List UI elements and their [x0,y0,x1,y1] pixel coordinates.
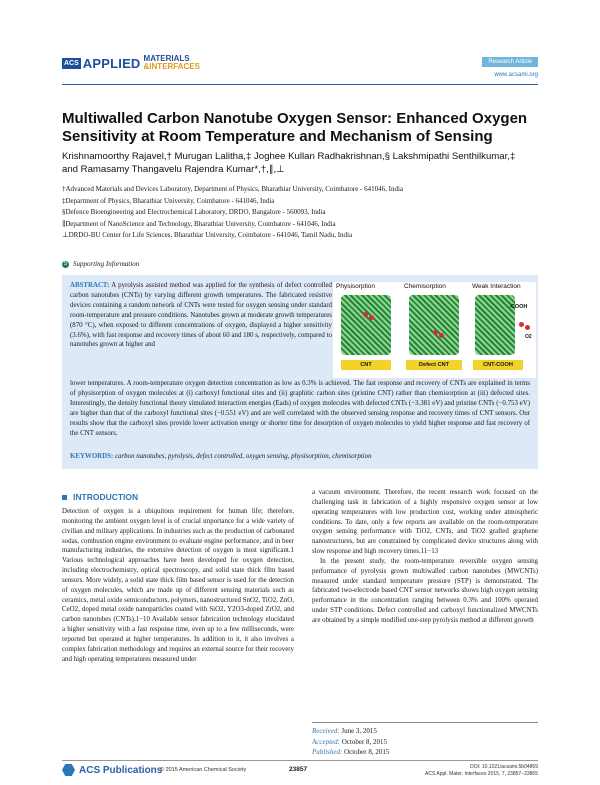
dates-rule [312,722,538,723]
published-label: Published: [312,748,343,756]
affiliation-item: ‡Department of Physics, Bharathiar University, Coimbatore - 641046, India [62,196,275,205]
affiliation-item: ⊥DRDO-BU Center for Life Sciences, Bharathiar University, Coimbatore - 641046, Tamil Nadu, India [62,231,353,240]
article-title: Multiwalled Carbon Nanotube Oxygen Sensor: Enhanced Oxygen Sensitivity at Room Temperature and Mechanism of Sensing [62,110,528,145]
logo-interfaces: &INTERFACES [143,62,200,71]
citation: ACS Appl. Mater. Interfaces 2015, 7, 23857−23865 [425,771,538,777]
toc-tag-cnt-cooh: CNT-COOH [473,360,523,370]
accepted-label: Accepted: [312,737,340,746]
intro-paragraph: a vacuum environment. Therefore, the recent research work focused on the challenging task in fabrication of a highly responsive oxygen sensor at low operating temperatures with low production cost, working under atmospheric conditions. To date, only a few reports are available on the room-temperature oxygen sensing performance with TiO2, CNTs, and TiO2 grafted graphene nanostructures, but are constrained by complicated device structures along with slow response and high recovery times.11−13 [312,489,538,556]
toc-tag-cnt: CNT [341,360,391,370]
logo-acs: ACS [64,59,79,67]
abstract-part1 [70,281,332,350]
toc-tag-defect-cnt: Defect CNT [406,360,462,370]
abstract-part2: lower temperatures. A room-temperature oxygen detection concentration as low as 0.3% is achieved. The fast response and recovery of CNTs are explained in terms of physisorption of oxygen molecules at (i) carboxyl functional sites and (ii) graphitic carbon sites (pristine CNT) rather than chemisorption at (iii) defected sites. Interestingly, the density functional theory simulated interaction energies (Eads) of oxygen molecules with defected CNTs (−3.381 eV) and pristine CNTs (−0.753 eV) are higher than that of the carboxyl functional sites (−0.551 eV) and are well correlated with the observed sensing response and recovery times of CNT sensors. Our results show that the carboxyl sites provide lower activation energy or shorter time for desorption of oxygen molecules to yield higher response and fast recovery of the CNT sensors. [70,380,530,437]
author-line: and Ramasamy Thangavelu Rajendra Kumar*,†,∥,⊥ [62,163,285,175]
section-square-icon [62,495,67,500]
logo-materials: MATERIALS [143,54,190,63]
intro-paragraph: Detection of oxygen is a ubiquitous requirement for human life; therefore, monitoring the ambient oxygen level is of crucial importance for a wide variety of civilian and military applications. In industries such as the production of carbonated sodas, combustion engine environment to evaluate engine performance, and in beer manufacturing industries, the extensive detection of oxygen is most significant.1 Various technological approaches have been developed for oxygen detection, including electrochemistry, optical spectroscopy, and solid state thick film based sensors. More widely, a solid state thick film based sensor is used for the detection of oxygen molecules, which are made up of different sensing materials such as ceramics, metal oxide semiconductors, polymers, nanostructured SnO2, TiO2, ZnO, CeO2, doped metal oxide nanoparticles coated with SiO2, Y2O3-doped ZrO2, and carbon nanotubes (CNTs).1−10 Available sensor fabrication technology elucidated a higher sensitivity with a fast response time, even up to a few milliseconds, were reported but operated at higher temperatures. In addition to it, it also involves a complex fabrication methodology and requires an external source for their recovery and high operating temperatures measured under [62,508,294,663]
oxygen-molecule [439,333,444,338]
cooh-label: -COOH [509,304,528,310]
intro-heading [62,492,138,502]
acs-hexagon-icon [62,764,75,776]
keywords-label: KEYWORDS: [70,453,114,460]
affiliation-item: †Advanced Materials and Devices Laboratory, Department of Physics, Bharathiar University, Coimbatore - 641046, India [62,185,404,193]
logo-applied: APPLIED [82,55,141,71]
oxygen-molecule [525,325,530,330]
doi-block [425,764,538,778]
publisher-logo [62,764,162,776]
toc-label-chemisorption: Chemisorption [404,283,446,290]
affiliation-item: §Defence Bioengineering and Electrochemical Laboratory, DRDO, Bangalore - 560093, India [62,208,326,217]
intro-heading-text: INTRODUCTION [73,492,139,502]
journal-logo [62,55,200,71]
oxygen-molecule [363,312,368,317]
abstract-text-1: A pyrolysis assisted method was applied for the synthesis of defect controlled carbon nanotubes (CNTs) by varying different growth temperatures. The fabricated resistive devices containing a random network of CNTs were tested for oxygen sensing under standard room-temperature and pressure conditions. Nanotubes grown at moderate growth temperatures (870 °C), when exposed to different concentrations of oxygen, displayed a higher sensitivity (3.6%), with fast response and recovery times of about 60 and 180 s, respectively, compared to nanotubes grown at higher and [70,282,332,349]
oxygen-molecule [519,322,524,327]
o2-label: O2 [525,334,532,340]
supporting-info-icon: S [63,260,68,267]
toc-graphic [333,282,536,378]
page-number: 23857 [289,766,308,773]
doi[interactable]: DOI: 10.1021/acsami.5b04869 [470,764,538,770]
oxygen-molecule [433,330,438,335]
intro-right-column [312,488,538,626]
published-date: October 8, 2015 [344,748,390,756]
accepted-date: October 8, 2015 [341,737,388,746]
toc-label-weak-interaction: Weak Interaction [472,283,521,290]
article-type-badge: Research Article [482,57,538,67]
footer-rule [62,760,538,761]
intro-paragraph: In the present study, the room-temperature reversible oxygen sensing performance of pyrolysis grown multiwalled carbon nanotubes (MWCNTs) measured under standard temperature pressure (STP) is demonstrated. The fabricated two-electrode based CNT sensor networks shows high oxygen sensing performance in the concentration ranging between 0.3% and 100% operated under STP conditions. Defect controlled and carboxyl functionalized MWCNTs are obtained by a simple modified one-step pyrolysis method at different growth [312,557,538,624]
supporting-info-label: Supporting Information [73,260,140,268]
copyright: © 2015 American Chemical Society [160,767,247,773]
abstract-label: ABSTRACT: [70,282,110,289]
author-line: Krishnamoorthy Rajavel,† Murugan Lalitha,‡ Joghee Kullan Radhakrishnan,§ Lakshmipathi Senthilkumar,‡ [62,151,516,162]
keywords-text: carbon nanotubes, pyrolysis, defect controlled, oxygen sensing, physisorption, chemisorption [115,453,372,460]
author-list [62,151,542,176]
supporting-info-link[interactable] [62,260,139,268]
journal-url[interactable]: www.acsami.org [494,72,538,78]
affiliations [62,184,542,242]
toc-label-physisorption: Physisorption [336,283,376,290]
nanotube-defect [409,295,459,355]
received-date: June 3, 2015 [341,727,377,735]
publisher-name: ACS Publications [79,764,163,776]
received-label: Received: [312,727,340,735]
intro-left-column [62,507,294,665]
header-rule [62,84,538,85]
article-dates [312,726,389,758]
keywords [70,453,530,460]
oxygen-molecule [369,315,374,320]
affiliation-item: ∥Department of NanoScience and Technology, Bharathiar University, Coimbatore - 641046, India [62,219,336,228]
nanotube-cnt [341,295,391,355]
